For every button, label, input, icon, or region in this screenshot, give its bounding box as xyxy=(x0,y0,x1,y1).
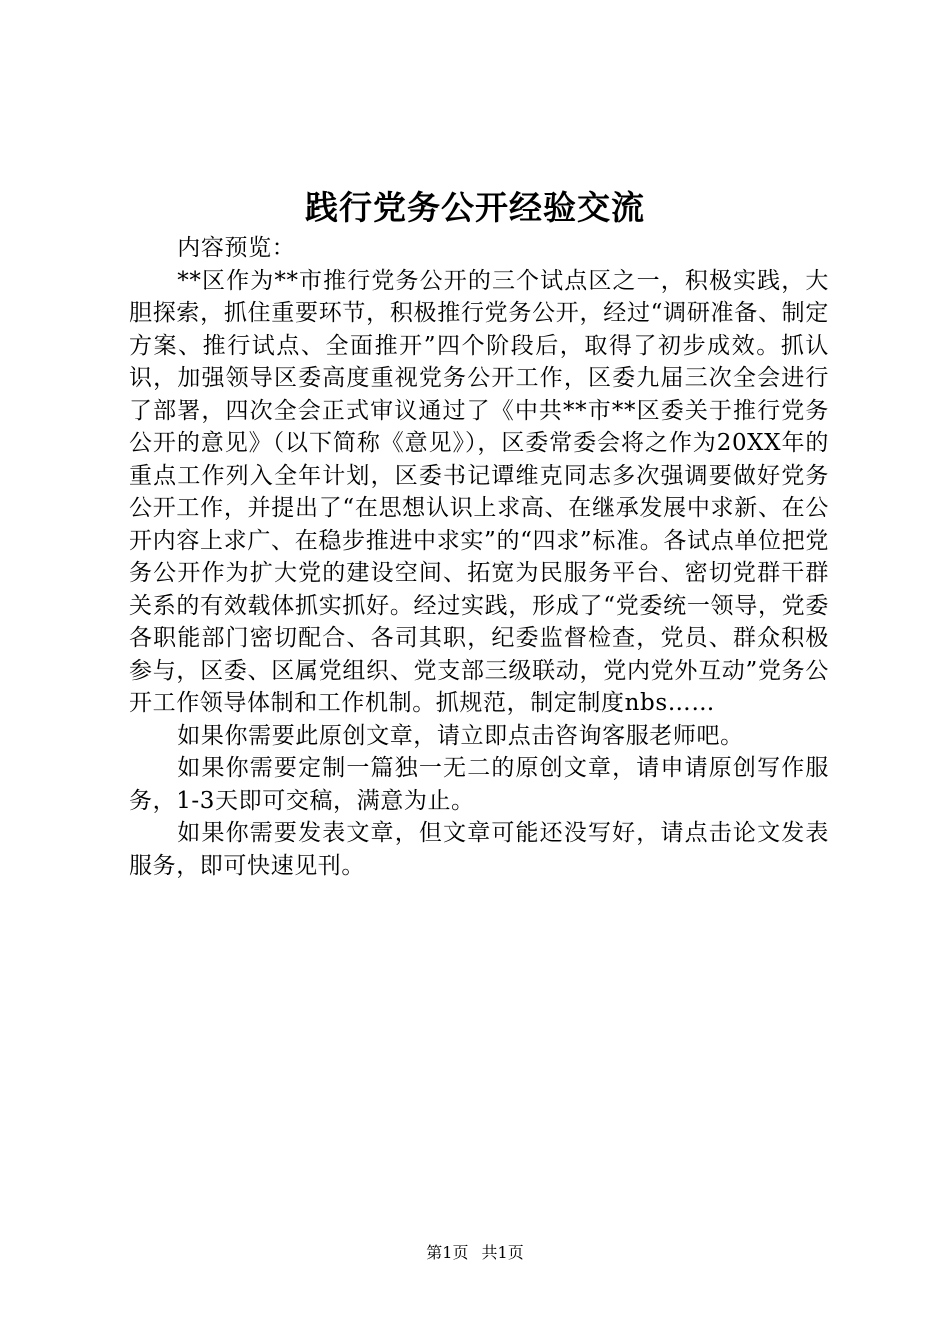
page-footer xyxy=(0,1243,950,1263)
page-number: 第1页 xyxy=(426,1243,469,1262)
document-title: 践行党务公开经验交流 xyxy=(305,188,645,227)
publish-paragraph: 如果你需要发表文章，但文章可能还没写好，请点击论文发表服务，即可快速见刊。 xyxy=(129,820,829,879)
main-paragraph: **区作为**市推行党务公开的三个试点区之一，积极实践，大胆探索，抓住重要环节，积极推行党务公开，经过“调研准备、制定方案、推行试点、全面推开”四个阶段后，取得了初步成效。抓认识，加强领导区委高度重视党务公开工作，区委九届三次全会进行了部署，四次全会正式审议通过了《中共**市**区委关于推行党务公开的意见》（以下简称《意见》），区委常委会将之作为20XX年的重点工作列入全年计划，区委书记谭维克同志多次强调要做好党务公开工作，并提出了“在思想认识上求高、在继承发展中求新、在公开内容上求广、在稳步推进中求实”的“四求”标准。各试点单位把党务公开作为扩大党的建设空间、拓宽为民服务平台、密切党群干群关系的有效载体抓实抓好。经过实践，形成了“党委统一领导，党委各职能部门密切配合、各司其职，纪委监督检查，党员、群众积极参与，区委、区属党组织、党支部三级联动，党内党外互动”党务公开工作领导体制和工作机制。抓规范，制定制度nbs…… xyxy=(129,267,829,716)
document-body xyxy=(129,232,829,882)
page-total: 共1页 xyxy=(481,1243,524,1262)
consult-paragraph: 如果你需要此原创文章，请立即点击咨询客服老师吧。 xyxy=(177,722,744,749)
custom-writing-paragraph: 如果你需要定制一篇独一无二的原创文章，请申请原创写作服务，1-3天即可交稿，满意为止。 xyxy=(129,755,829,814)
preview-label: 内容预览： xyxy=(177,235,296,261)
